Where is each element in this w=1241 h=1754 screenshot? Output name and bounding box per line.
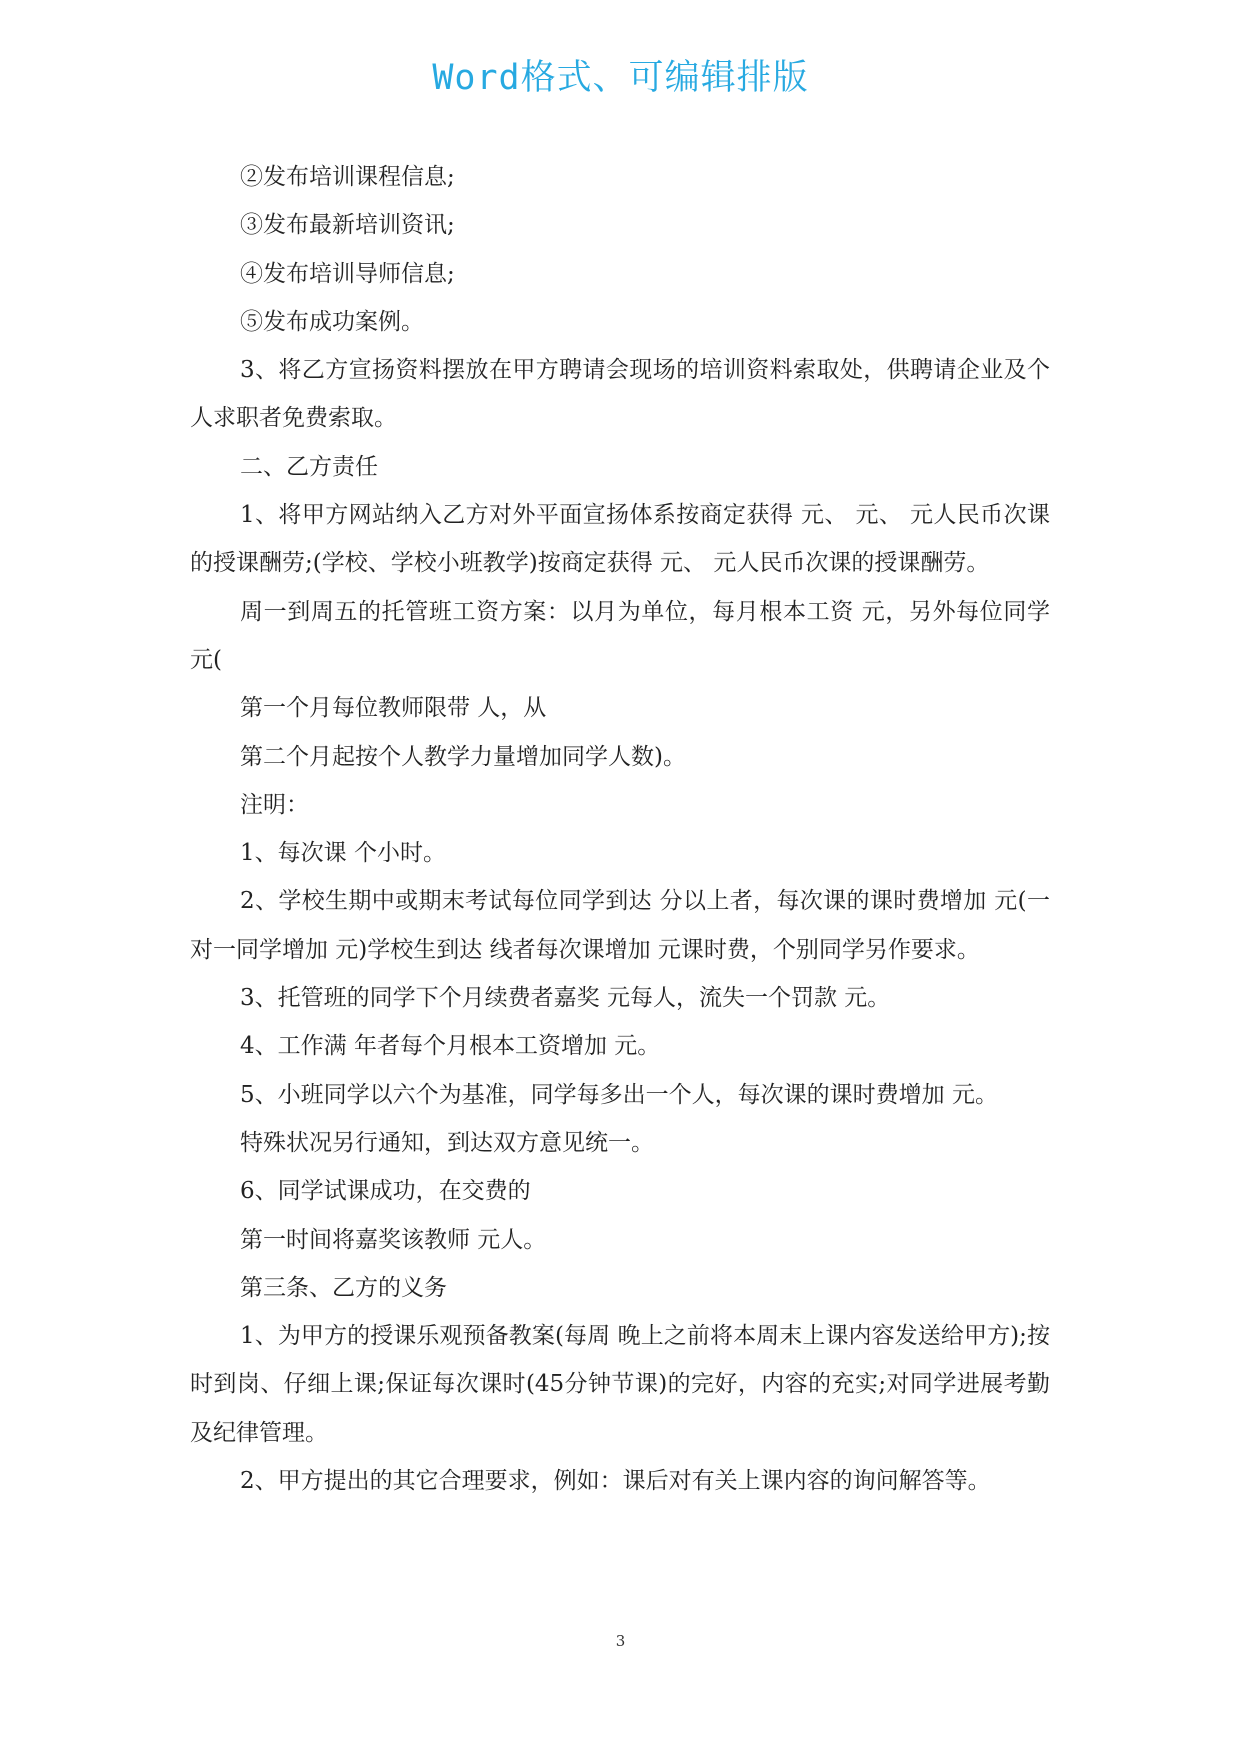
page-number: 3: [615, 1632, 626, 1650]
document-body: [190, 153, 1050, 1505]
paragraph-second-month: 第二个月起按个人教学力量增加同学人数)。: [240, 743, 686, 770]
paragraph-item-4: ④发布培训导师信息;: [240, 260, 455, 287]
paragraph-reward: 第一时间将嘉奖该教师 元人。: [240, 1226, 547, 1253]
section-heading-article-3: 第三条、乙方的义务: [240, 1274, 447, 1301]
paragraph-note-3: 3、托管班的同学下个月续费者嘉奖 元每人，流失一个罚款 元。: [240, 985, 891, 1012]
paragraph-materials-placement: 3、将乙方宣扬资料摆放在甲方聘请会现场的培训资料索取处，供聘请企业及个人求职者免费索取。: [190, 357, 1050, 432]
paragraph-teaching-fee: 1、将甲方网站纳入乙方对外平面宣扬体系按商定获得 元、 元、 元人民币次课的授课酬劳;(学校、学校小班教学)按商定获得 元、 元人民币次课的授课酬劳。: [190, 502, 1050, 577]
paragraph-salary-plan: 周一到周五的托管班工资方案：以月为单位，每月根本工资 元，另外每位同学 元(: [190, 598, 1050, 673]
paragraph-note-2: 2、学校生期中或期末考试每位同学到达 分以上者，每次课的课时费增加 元(一对一同学增加 元)学校生到达 线者每次课增加 元课时费，个别同学另作要求。: [190, 888, 1050, 963]
paragraph-first-month: 第一个月每位教师限带 人，从: [240, 695, 547, 722]
paragraph-obligation-2: 2、甲方提出的其它合理要求，例如：课后对有关上课内容的询问解答等。: [240, 1468, 991, 1495]
paragraph-obligation-1: 1、为甲方的授课乐观预备教案(每周 晚上之前将本周末上课内容发送给甲方);按时到岗、仔细上课;保证每次课时(45分钟节课)的完好，内容的充实;对同学进展考勤及纪律管理。: [190, 1323, 1050, 1446]
paragraph-note-5: 5、小班同学以六个为基准，同学每多出一个人，每次课的课时费增加 元。: [240, 1081, 998, 1108]
paragraph-special-cases: 特殊状况另行通知，到达双方意见统一。: [240, 1129, 654, 1156]
paragraph-item-2: ②发布培训课程信息;: [240, 164, 455, 190]
paragraph-item-5: ⑤发布成功案例。: [240, 308, 424, 335]
paragraph-note-heading: 注明：: [240, 791, 309, 818]
section-heading-party-b-duty: 二、乙方责任: [240, 453, 378, 480]
paragraph-note-6: 6、同学试课成功，在交费的: [240, 1178, 531, 1205]
page-header-title: Word格式、可编辑排版: [432, 58, 809, 98]
paragraph-note-4: 4、工作满 年者每个月根本工资增加 元。: [240, 1033, 661, 1060]
paragraph-item-3: ③发布最新培训资讯;: [240, 212, 455, 239]
paragraph-note-1: 1、每次课 个小时。: [240, 840, 446, 867]
